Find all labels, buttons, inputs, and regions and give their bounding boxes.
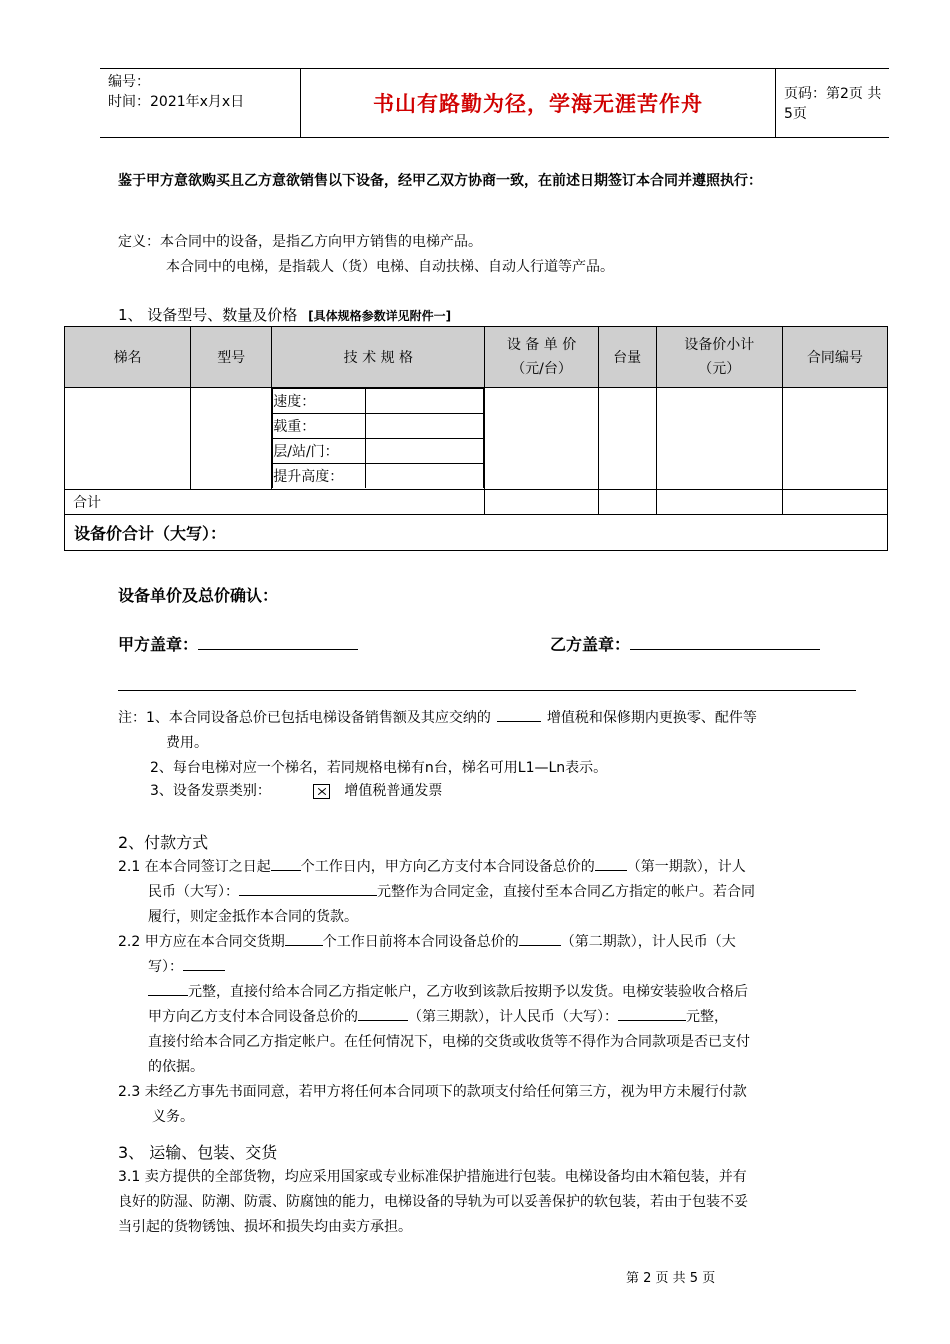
blank-amount-2b[interactable] bbox=[148, 981, 188, 996]
confirm-title: 设备单价及总价确认： bbox=[118, 586, 279, 605]
s2-p3-line1: 2.3 未经乙方事先书面同意，若甲方将任何本合同项下的款项支付给任何第三方，视为甲方未履行付款 bbox=[118, 1084, 747, 1100]
col-header-spec: 技 术 规 格 bbox=[272, 327, 485, 388]
note-1-blank[interactable] bbox=[497, 707, 541, 722]
total-subtotal[interactable] bbox=[656, 490, 782, 515]
s3-p1-line2: 良好的防湿、防潮、防震、防腐蚀的能力，电梯设备的导轨为可以妥善保护的软包装，若由于包装不妥 bbox=[118, 1194, 748, 1210]
definition-line-2: 本合同中的电梯，是指载人（货）电梯、自动扶梯、自动人行道等产品。 bbox=[166, 259, 614, 275]
cell-name[interactable] bbox=[65, 388, 191, 490]
note-1-text-b: 增值税和保修期内更换零、配件等 bbox=[546, 710, 757, 726]
s2-p1-text-a: 2.1 在本合同签订之日起 bbox=[118, 859, 271, 875]
spec-speed-label: 速度： bbox=[273, 389, 366, 414]
equipment-table bbox=[64, 326, 888, 551]
table-row bbox=[65, 388, 888, 490]
spec-floors-value[interactable] bbox=[366, 439, 484, 464]
s3-p1-line3: 当引起的货物锈蚀、损坏和损失均由卖方承担。 bbox=[118, 1219, 412, 1235]
spec-load-value[interactable] bbox=[366, 414, 484, 439]
spec-height-label: 提升高度： bbox=[273, 464, 366, 489]
blank-percent-1[interactable] bbox=[595, 856, 627, 871]
s2-p2-text-a: 2.2 甲方应在本合同交货期 bbox=[118, 934, 285, 950]
party-a-seal bbox=[118, 632, 358, 655]
party-b-seal-line[interactable] bbox=[630, 633, 820, 650]
s2-p2-text-c: （第二期款），计人民币（大 bbox=[560, 934, 736, 950]
party-a-seal-line[interactable] bbox=[198, 633, 358, 650]
s2-p2-text-b: 个工作日前将本合同设备总价的 bbox=[322, 934, 519, 950]
header-left bbox=[100, 69, 300, 137]
s2-p1-text-e: 元整作为合同定金，直接付至本合同乙方指定的帐户。若合同 bbox=[377, 884, 755, 900]
party-b-seal bbox=[550, 632, 820, 655]
spec-height-value[interactable] bbox=[366, 464, 484, 489]
note-1-text-a: 注：1、本合同设备总价已包括电梯设备销售额及其应交纳的 bbox=[118, 710, 491, 726]
spec-load-label: 载重： bbox=[273, 414, 366, 439]
section3-title: 3、 运输、包装、交货 bbox=[118, 1143, 278, 1162]
checkbox-icon[interactable] bbox=[313, 784, 330, 799]
blank-percent-3[interactable] bbox=[358, 1006, 408, 1021]
s2-p2-line1 bbox=[118, 931, 736, 951]
header-right bbox=[776, 69, 889, 137]
note-2: 2、每台电梯对应一个梯名，若同规格电梯有n台，梯名可用L1—Ln表示。 bbox=[150, 760, 608, 776]
col-header-model: 型号 bbox=[191, 327, 272, 388]
s2-p1-line1 bbox=[118, 856, 746, 876]
total-label: 合计 bbox=[65, 490, 485, 515]
blank-amount-2[interactable] bbox=[183, 956, 225, 971]
note-1 bbox=[118, 707, 757, 727]
col-header-quantity: 台量 bbox=[598, 327, 656, 388]
s2-p1-text-d: 民币（大写）： bbox=[148, 884, 239, 900]
page-header bbox=[100, 68, 889, 138]
cell-model[interactable] bbox=[191, 388, 272, 490]
divider-line bbox=[118, 690, 856, 691]
col-header-contract-no: 合同编号 bbox=[782, 327, 887, 388]
cell-spec bbox=[272, 388, 485, 490]
total-unit-price[interactable] bbox=[485, 490, 598, 515]
s2-p1-text-b: 个工作日内，甲方向乙方支付本合同设备总价的 bbox=[300, 859, 595, 875]
total-quantity[interactable] bbox=[598, 490, 656, 515]
s2-p3-line2: 义务。 bbox=[152, 1109, 194, 1125]
total-words-row bbox=[65, 515, 888, 551]
col-header-name: 梯名 bbox=[65, 327, 191, 388]
motto: 书山有路勤为径，学海无涯苦作舟 bbox=[373, 92, 703, 116]
total-words-label: 设备价合计（大写）： bbox=[65, 515, 888, 551]
party-b-seal-label: 乙方盖章： bbox=[550, 635, 631, 654]
spec-floors-label: 层/站/门： bbox=[273, 439, 366, 464]
section1-title bbox=[118, 304, 451, 325]
cell-subtotal[interactable] bbox=[656, 388, 782, 490]
blank-percent-2[interactable] bbox=[519, 931, 561, 946]
s2-p2-line4 bbox=[148, 1006, 728, 1026]
col-header-subtotal: 设备价小计 （元） bbox=[656, 327, 782, 388]
s2-p1-line3: 履行，则定金抵作本合同的货款。 bbox=[148, 909, 358, 925]
time-label: 时间：2021年x月x日 bbox=[108, 94, 245, 110]
blank-days-2[interactable] bbox=[285, 931, 323, 946]
s2-p2-text-e: 元整，直接付给本合同乙方指定帐户，乙方收到该款后按期予以发货。电梯安装验收合格后 bbox=[188, 984, 748, 1000]
s2-p2-text-d: 写）： bbox=[148, 959, 183, 975]
table-header-row bbox=[65, 327, 888, 388]
note-3 bbox=[150, 780, 442, 800]
page-footer: 第 2 页 共 5 页 bbox=[626, 1271, 716, 1286]
cell-contract-no[interactable] bbox=[782, 388, 887, 490]
s2-p2-text-g: （第三期款），计人民币（大写）： bbox=[408, 1009, 618, 1025]
s2-p2-line2 bbox=[148, 956, 225, 976]
s2-p2-line3 bbox=[148, 981, 748, 1001]
header-center bbox=[300, 69, 776, 137]
s2-p1-text-c: （第一期款），计人 bbox=[626, 859, 746, 875]
invoice-option[interactable] bbox=[313, 783, 442, 799]
blank-amount-1[interactable] bbox=[239, 881, 377, 896]
s2-p1-line2 bbox=[148, 881, 755, 901]
blank-days-1[interactable] bbox=[271, 856, 301, 871]
page-info: 页码：第2页 共5页 bbox=[784, 86, 882, 122]
total-row bbox=[65, 490, 888, 515]
col-header-unit-price: 设 备 单 价 （元/台） bbox=[485, 327, 598, 388]
blank-amount-3[interactable] bbox=[618, 1006, 686, 1021]
spec-speed-value[interactable] bbox=[366, 389, 484, 414]
cell-quantity[interactable] bbox=[598, 388, 656, 490]
total-contract[interactable] bbox=[782, 490, 887, 515]
intro-text: 鉴于甲方意欲购买且乙方意欲销售以下设备，经甲乙双方协商一致，在前述日期签订本合同并遵照执行： bbox=[118, 173, 762, 189]
cell-unit-price[interactable] bbox=[485, 388, 598, 490]
s2-p2-line5: 直接付给本合同乙方指定帐户。在任何情况下，电梯的交货或收货等不得作为合同款项是否已支付 bbox=[148, 1034, 750, 1050]
section2-title: 2、付款方式 bbox=[118, 833, 209, 852]
definition-line-1: 定义：本合同中的设备，是指乙方向甲方销售的电梯产品。 bbox=[118, 234, 482, 250]
section1-title-text: 1、 设备型号、数量及价格 bbox=[118, 306, 298, 324]
spec-subtable bbox=[272, 388, 484, 488]
invoice-option-label: 增值税普通发票 bbox=[344, 783, 443, 799]
s2-p2-text-h: 元整， bbox=[686, 1009, 728, 1025]
section1-note: [具体规格参数详见附件一] bbox=[308, 309, 452, 323]
note-3-label: 3、设备发票类别： bbox=[150, 783, 271, 799]
note-1-cont: 费用。 bbox=[166, 735, 208, 751]
s3-p1-line1: 3.1 卖方提供的全部货物，均应采用国家或专业标准保护措施进行包装。电梯设备均由木箱包装，并有 bbox=[118, 1169, 747, 1185]
s2-p2-text-f: 甲方向乙方支付本合同设备总价的 bbox=[148, 1009, 358, 1025]
party-a-seal-label: 甲方盖章： bbox=[118, 635, 199, 654]
s2-p2-line6: 的依据。 bbox=[148, 1059, 204, 1075]
number-label: 编号： bbox=[108, 74, 150, 90]
